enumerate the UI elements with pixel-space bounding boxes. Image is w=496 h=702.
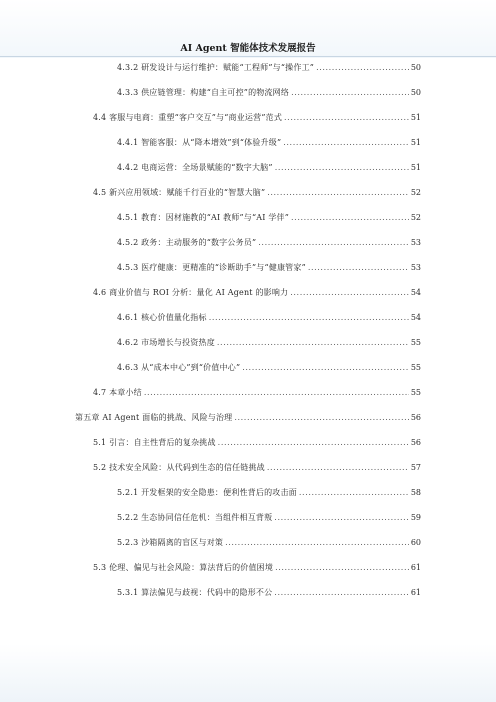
toc-entry[interactable] <box>75 413 421 423</box>
toc-entry-title: 5.1 引言：自主性背后的复杂挑战 <box>93 438 216 447</box>
toc-entry-title: 4.4.2 电商运营：全场景赋能的“数字大脑” <box>117 163 273 172</box>
toc-entry-page-number: 52 <box>410 213 421 222</box>
dot-leader <box>218 438 409 448</box>
toc-entry[interactable] <box>117 138 421 148</box>
toc-entry[interactable] <box>117 213 421 223</box>
toc-entry[interactable] <box>117 63 421 73</box>
toc-entry-title: 5.2 技术安全风险：从代码到生态的信任链挑战 <box>93 463 265 472</box>
toc-entry-title: 5.3.1 算法偏见与歧视：代码中的隐形不公 <box>117 588 273 597</box>
toc-entry-page-number: 55 <box>410 363 421 372</box>
toc-entry-page-number: 61 <box>410 588 421 597</box>
toc-entry-page-number: 53 <box>410 238 421 247</box>
toc-entry[interactable] <box>117 238 421 248</box>
toc-entry[interactable] <box>93 288 421 298</box>
toc-entry-title: 第五章 AI Agent 面临的挑战、风险与治理 <box>75 413 233 422</box>
toc-entry-title: 4.4 客服与电商：重塑“客户交互”与“商业运营”范式 <box>93 113 283 122</box>
dot-leader <box>144 388 409 398</box>
dot-leader <box>217 338 409 348</box>
toc-entry[interactable] <box>93 388 421 398</box>
toc-entry-title: 5.3 伦理、偏见与社会风险：算法背后的价值困境 <box>93 563 274 572</box>
dot-leader <box>316 63 409 73</box>
dot-leader <box>291 88 409 98</box>
toc-entry[interactable] <box>93 188 421 198</box>
toc-entry-title: 4.3.3 供应链管理：构建“自主可控”的物流网络 <box>117 88 290 97</box>
toc-entry-title: 4.5.3 医疗健康：更精准的“诊断助手”与“健康管家” <box>117 263 306 272</box>
toc-entry-title: 4.3.2 研发设计与运行维护：赋能“工程师”与“操作工” <box>117 63 315 72</box>
report-title: AI Agent 智能体技术发展报告 <box>180 43 316 54</box>
toc-entry-page-number: 53 <box>410 263 421 272</box>
toc-entry-page-number: 55 <box>410 388 421 397</box>
dot-leader <box>258 238 409 248</box>
dot-leader <box>290 288 409 298</box>
toc-entry-page-number: 54 <box>410 313 421 322</box>
toc-entry-title: 4.6.2 市场增长与投资热度 <box>117 338 215 347</box>
toc-entry-title: 4.5.2 政务：主动服务的“数字公务员” <box>117 238 257 247</box>
dot-leader <box>274 513 409 523</box>
toc-entry[interactable] <box>117 88 421 98</box>
toc-entry-page-number: 52 <box>410 188 421 197</box>
toc-entry-page-number: 50 <box>410 63 421 72</box>
header-divider <box>0 56 496 57</box>
toc-entry-title: 4.6.1 核心价值量化指标 <box>117 313 207 322</box>
toc-entry-page-number: 56 <box>410 413 421 422</box>
toc-entry[interactable] <box>117 588 421 598</box>
toc-entry[interactable] <box>117 363 421 373</box>
toc-entry-page-number: 60 <box>410 538 421 547</box>
toc-entry[interactable] <box>117 163 421 173</box>
page-footer-background <box>0 644 496 702</box>
toc-entry-page-number: 57 <box>410 463 421 472</box>
toc-entry-page-number: 54 <box>410 288 421 297</box>
toc-entry[interactable] <box>93 563 421 573</box>
dot-leader <box>283 138 409 148</box>
toc-entry[interactable] <box>93 463 421 473</box>
toc-entry-title: 4.4.1 智能客服：从“降本增效”到“体验升级” <box>117 138 282 147</box>
toc-entry-title: 4.5 新兴应用领域：赋能千行百业的“智慧大脑” <box>93 188 266 197</box>
toc-entry-page-number: 51 <box>410 113 421 122</box>
toc-entry-page-number: 51 <box>410 138 421 147</box>
dot-leader <box>291 213 409 223</box>
toc-entry-title: 4.7 本章小结 <box>93 388 142 397</box>
toc-entry-page-number: 55 <box>410 338 421 347</box>
toc-entry[interactable] <box>117 488 421 498</box>
toc-entry-title: 4.6 商业价值与 ROI 分析：量化 AI Agent 的影响力 <box>93 288 289 297</box>
toc-entry-title: 5.2.1 开发框架的安全隐患：便利性背后的攻击面 <box>117 488 297 497</box>
dot-leader <box>209 313 409 323</box>
toc-entry-page-number: 50 <box>410 88 421 97</box>
toc-entry-title: 4.5.1 教育：因材施教的“AI 教师”与“AI 学伴” <box>117 213 290 222</box>
dot-leader <box>275 563 409 573</box>
toc-entry[interactable] <box>117 538 421 548</box>
dot-leader <box>299 488 409 498</box>
dot-leader <box>275 163 409 173</box>
toc-entry-title: 4.6.3 从“成本中心”到“价值中心” <box>117 363 241 372</box>
toc-entry[interactable] <box>93 113 421 123</box>
dot-leader <box>234 413 408 423</box>
toc-entry[interactable] <box>117 513 421 523</box>
dot-leader <box>308 263 409 273</box>
dot-leader <box>242 363 409 373</box>
toc-entry-page-number: 61 <box>410 563 421 572</box>
dot-leader <box>274 588 409 598</box>
toc-entry-title: 5.2.3 沙箱隔离的盲区与对策 <box>117 538 224 547</box>
dot-leader <box>267 188 409 198</box>
toc-entry[interactable] <box>117 338 421 348</box>
toc-entry[interactable] <box>93 438 421 448</box>
dot-leader <box>267 463 409 473</box>
dot-leader <box>284 113 409 123</box>
dot-leader <box>225 538 409 548</box>
toc-entry[interactable] <box>117 263 421 273</box>
toc-entry-page-number: 56 <box>410 438 421 447</box>
toc-entry[interactable] <box>117 313 421 323</box>
toc-entry-page-number: 58 <box>410 488 421 497</box>
toc-entry-title: 5.2.2 生态协同信任危机：当组件相互背叛 <box>117 513 273 522</box>
toc-entry-page-number: 51 <box>410 163 421 172</box>
toc-entry-page-number: 59 <box>410 513 421 522</box>
